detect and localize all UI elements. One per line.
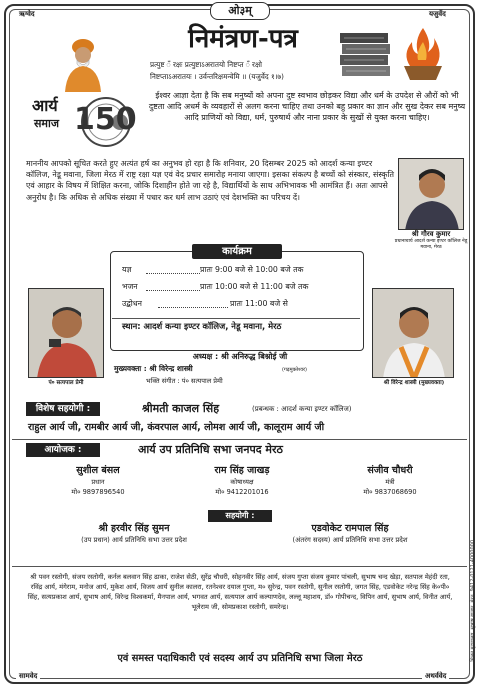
program-row-dots-2 [146,290,200,291]
officer-2-name: राम सिंह जाखड़ [214,465,270,476]
logo-text-arya: आर्य [32,96,58,115]
program-row-label-3: उद्बोधन [122,299,142,308]
cooperator-left-role: (उप प्रधान) आर्य प्रतिनिधि सभा उत्तर प्रदेश [81,536,187,544]
corner-bottom-left: सामवेद [16,672,40,681]
corner-top-right: यजुर्वेद [426,10,449,19]
logo-number: 150 [74,102,137,137]
program-president: अध्यक्ष : श्री अनिरुद्ध बिश्नोई जी [192,352,288,361]
organizer-label: आयोजक : [26,443,100,457]
cooperator-right-name: एडवोकेट रामपाल सिंह [311,523,389,534]
special-others: राहुल आर्य जी, रामबीर आर्य जी, कंवरपाल आर्य, लोमश आर्य जी, कालूराम आर्य जी [28,422,325,433]
gaurav-kumar-photo [398,158,464,230]
mantra-line-2: निष्टप्ताऽअरातयः । उर्वन्तरिक्षमन्वेमि ॥ (यजुर्वेद १।७) [150,72,284,81]
corner-bottom-right: अथर्ववेद [422,672,449,681]
ishwar-agya-paragraph: ईश्वर आज्ञा देता है कि सब मनुष्यों को अपना दुष्ट स्वभाव छोड़कर विद्या और धर्म के उपदेश से औरों को भी दुष्टता आदि अधर्म के व्यवहारों से अलग करना चाहिए तथा उनको बहु प्रकार का ज्ञान और सुख देकर सब मनुष्य आदि प्राणियों को विद्या, धर्म, पुरुषार्थ और नाना प्रकार के सुखों से युक्त करना चाहिए। [148,91,466,123]
organizer-name: आर्य उप प्रतिनिधि सभा जनपद मेरठ [138,443,283,456]
officer-2-role: कोषाध्यक्ष [230,478,254,486]
books-image [338,27,394,79]
cooperators-label: सहयोगी : [208,510,272,522]
divider-1 [12,439,467,440]
cooperator-left-name: श्री हरवीर सिंह सुमन [98,523,170,534]
havan-fire-image [398,24,448,84]
arya-samaj-150-logo [30,92,138,152]
program-singer: भक्ति संगीत : पं० सत्यपाल प्रेमी [146,377,223,385]
officer-1-name: सुशील बंसल [76,465,120,476]
officer-3-phone: मो० 9837068690 [363,488,417,496]
program-row-dots-3 [158,307,228,308]
special-name: श्रीमती काजल सिंह [142,402,220,415]
program-row-label-1: यज्ञ [122,265,132,274]
sage-portrait-image [55,36,111,92]
officer-3-role: मंत्री [385,478,395,486]
satyapal-premi-photo [28,288,104,378]
program-speaker: मुख्यवक्ता : श्री विरेन्द्र शास्त्री [114,364,193,373]
program-row-time-3: प्रातः 11:00 बजे से [230,299,288,308]
gaurav-kumar-caption: श्री गौरव कुमार [411,230,451,238]
corner-top-left: ऋग्वेद [16,10,38,19]
members-list: श्री पवन रस्तोगी, संजय रस्तोगी, कर्नल बलवान सिंह ढाका, राजेश सेठी, सुरेंद्र चौधरी, सोहनवीर सिंह आर्य, संजय गुप्ता संजय कुमार पांचली, सुभाष चन्द खेड़ा, सतपाल मेहंदी रता, रविंद्र आर्य, मंगेराम, मनोज आर्य, मुकेश आर्य, विजय आर्य सुनील कालरा, रतनेश्वर दयाल गुप्ता, म० सुरेन्द्र, पवन रस्तोगी, सुनील रस्तोगी, जगत सिंह, एडवोकेट नरेन्द्र सिंह के०पी० सिंह, सत्यप्रकाश आर्य, सुभाष आर्य, विरेन्द्र विश्वकर्मा, मैनपाल आर्य, भगवत आर्य, सत्यपाल आर्य कल्याणदेव, लल्लू महाशय, डॉ० गोपीचन्द, विपिन आर्य, सुभाष आर्य, विनीत आर्य, भूलेराम जी, सोमप्रकाश रस्तोगी, समरेन्द्र। [27,573,453,611]
officer-1-role: प्रधान [91,478,105,486]
officer-1-phone: मो० 9897896540 [71,488,125,496]
officer-3-name: संजीव चौधरी [367,465,413,476]
officer-2-phone: मो० 9412201016 [215,488,269,496]
invitation-paragraph: माननीय आपको सूचित करते हुए अत्यंत हर्ष का अनुभव हो रहा है कि शनिवार, 20 दिसम्बर 2025 को आदर्श कन्या इण्टर कॉलिज, नेडू मवाना, जिला मेरठ में राष्ट्र रक्षा यज्ञ एवं वेद प्रचार समारोह मनाया जाएगा। इसका संकल्प है बच्चों को संस्कार, संस्कृति एवं आहार के विषय में शिक्षित करना, जोकि दिशाहीन होते जा रहे है, विद्यार्थियों के साथ अभिभावक भी आमंत्रित हैं। अतः आपसे अनुरोध है। कि अधिक से अधिक संख्या में पधार कर धर्म लाभ उठाएं एवं देशभक्ति का परिचय दें। [26,159,395,202]
program-row-time-2: प्रातः 10:00 बजे से 11:00 बजे तक [200,282,309,291]
program-row-dots-1 [146,273,200,274]
satyapal-premi-caption: पं० सत्यपाल प्रेमी [48,380,84,386]
program-row-time-1: प्रातः 9:00 बजे से 10:00 बजे तक [200,265,304,274]
divider-2 [12,566,467,567]
program-speaker-note: (गढ़मुक्तेश्वर) [282,367,308,373]
gaurav-kumar-subcaption: प्रधानाचार्य आदर्श कन्या इण्टर कॉलिज नेडू मवाना, मेरठ [394,239,468,250]
program-title: कार्यक्रम [192,244,282,259]
mantra-line-1: प्रत्युष्ट ँ रक्षः प्रत्युष्टाऽअरातयो निष्टप्त ँ रक्षो [150,60,262,69]
logo-text-samaj: समाज [34,117,60,130]
special-label: विशेष सहयोगी : [26,402,100,416]
virendra-shastri-caption: श्री विरेन्द्र शास्त्री (मुख्यवक्ता) [383,380,445,386]
program-divider [112,318,360,319]
program-venue: स्थान: आदर्श कन्या इण्टर कॉलिज, नेडू मवाना, मेरठ [122,321,282,331]
virendra-shastri-photo [372,288,454,378]
om-symbol: ओ३म् [210,2,270,20]
footer-text: एवं समस्त पदाधिकारी एवं सदस्य आर्य उप प्रतिनिधि सभा जिला मेरठ [117,653,363,664]
cooperator-right-role: (अंतरंग सदस्य) आर्य प्रतिनिधि सभा उत्तर प्रदेश [292,536,408,544]
printer-side-text: मिलन मुद्रणालय, सुभाष बाजार, मेरठ, 9412-0121-4000000 [470,540,476,662]
page-title: निमंत्रण-पत्र [188,24,298,54]
program-row-label-2: भजन [122,282,138,291]
special-role: (प्रबन्धक : आदर्श कन्या इण्टर कॉलिज) [252,405,352,413]
